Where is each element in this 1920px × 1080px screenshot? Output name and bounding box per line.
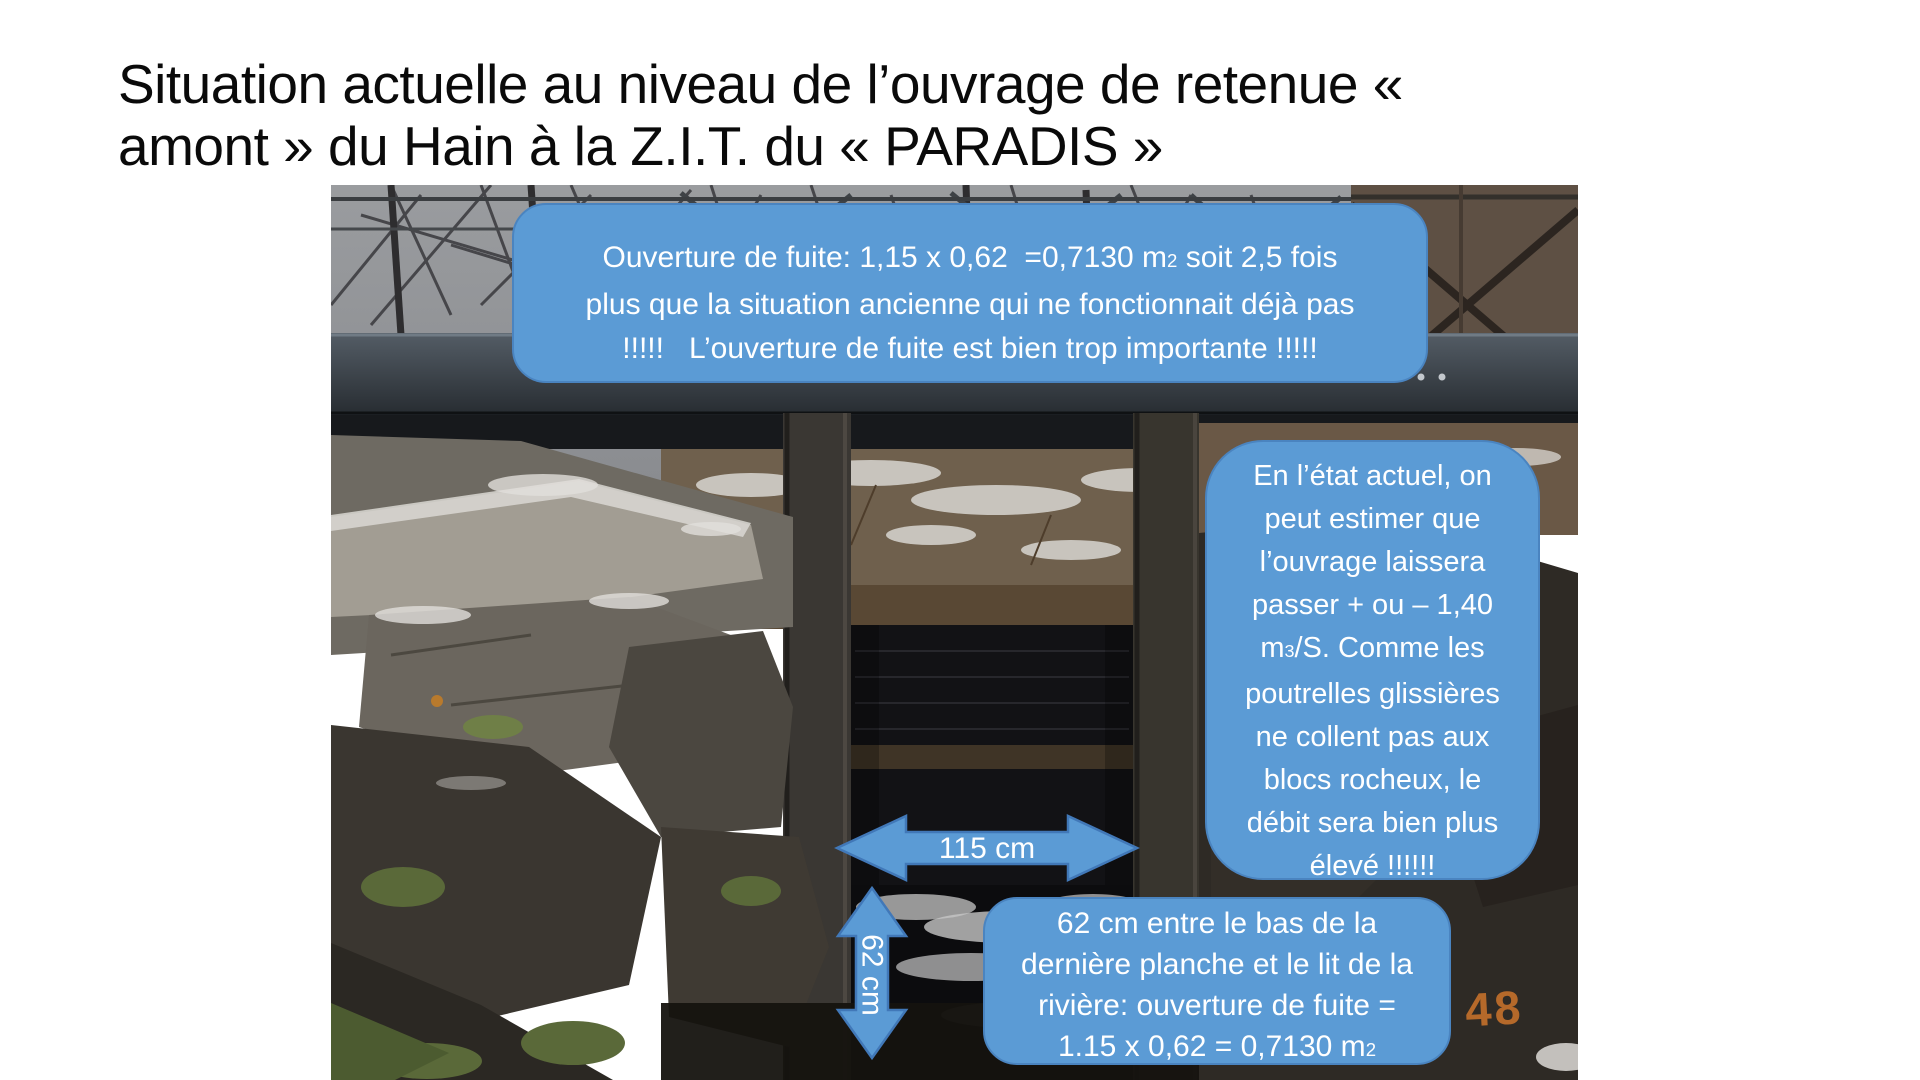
callout-right-line7: ne collent pas aux [1255,721,1490,753]
callout-right-line3: l’ouvrage laissera [1259,546,1486,578]
callout-flow-estimate [1205,440,1540,880]
rock-number-48: 48 [1463,980,1525,1037]
callout-top-line1 [514,236,1426,283]
callout-top-line1-text: Ouverture de fuite: 1,15 x 0,62 =0,7130 m [602,241,1168,274]
callout-bottom-line4-small-digit: 2 [1365,1039,1377,1060]
callout-leak-opening [512,203,1428,383]
width-measure-arrow [830,808,1144,888]
callout-right-line5-small-digit: 3 [1284,641,1295,661]
callout-gap-measurement [983,897,1451,1065]
slide-title-line-2: amont » du Hain à la Z.I.T. du « PARADIS » [118,114,1163,177]
callout-right-line8: blocs rocheux, le [1263,764,1482,796]
height-measure-arrow [830,884,914,1066]
orange-leaf [431,695,443,707]
callout-top-line3: !!!!! L’ouverture de fuite est bien trop importante !!!!! [622,332,1318,365]
callout-bottom-line3: rivière: ouverture de fuite = [1038,989,1396,1022]
callout-bottom-line4-text: 1.15 x 0,62 = 0,7130 m [1057,1030,1366,1063]
callout-right-line9: débit sera bien plus [1246,807,1499,839]
left-boulders [331,435,829,1080]
slide-title-line-1: Situation actuelle au niveau de l’ouvrage de retenue « [118,52,1403,115]
callout-right-line5-text: m [1260,632,1285,664]
callout-bottom-line4 [985,1026,1449,1070]
callout-bottom-line1: 62 cm entre le bas de la [1056,907,1378,940]
callout-right-line10: élevé !!!!!! [1309,850,1436,882]
slide-title [118,53,1638,177]
callout-right-line6: poutrelles glissières [1245,678,1500,710]
callout-bottom-line2: dernière planche et le lit de la [1021,948,1413,981]
height-measure-label: 62 cm [855,934,889,1016]
callout-top-line1-tail: soit 2,5 fois [1177,241,1338,274]
callout-right-line1: En l’état actuel, on [1253,460,1492,492]
callout-right-line5 [1207,627,1538,673]
callout-top-line2: plus que la situation ancienne qui ne fonctionnait déjà pas [585,288,1355,321]
callout-top-line1-small-digit: 2 [1167,250,1178,271]
callout-right-line2: peut estimer que [1264,503,1481,535]
callout-right-line5-tail: /S. Comme les [1294,632,1485,664]
callout-right-line4: passer + ou – 1,40 [1251,589,1494,621]
width-measure-label: 115 cm [938,832,1036,865]
